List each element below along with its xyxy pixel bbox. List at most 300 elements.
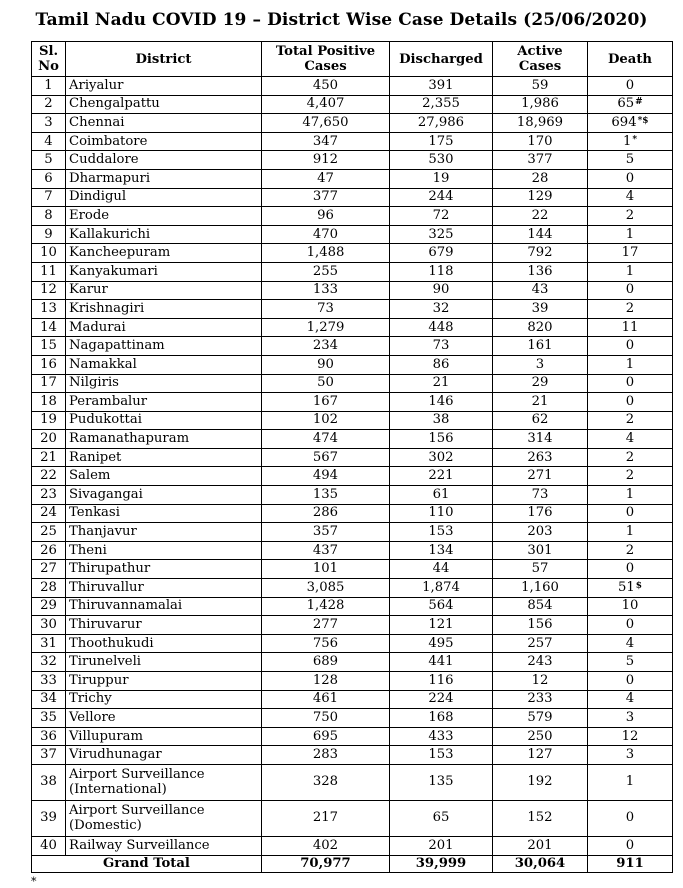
death-value: 1 bbox=[625, 263, 635, 279]
total-positive-cell: 283 bbox=[262, 746, 390, 765]
total-positive-cell: 328 bbox=[262, 764, 390, 800]
death-value: 0 bbox=[625, 672, 635, 688]
district-cell: Thanjavur bbox=[66, 523, 262, 542]
grand-total-positive: 70,977 bbox=[262, 855, 390, 872]
death-cell bbox=[588, 281, 673, 300]
death-cell bbox=[588, 77, 673, 96]
table-row bbox=[32, 188, 673, 207]
district-cell: Sivagangai bbox=[66, 486, 262, 505]
death-cell bbox=[588, 300, 673, 319]
district-cell: Ranipet bbox=[66, 448, 262, 467]
active-cell: 59 bbox=[493, 77, 588, 96]
sl-cell: 8 bbox=[32, 207, 66, 226]
discharged-cell: 224 bbox=[390, 690, 493, 709]
total-positive-cell: 50 bbox=[262, 374, 390, 393]
sl-cell: 24 bbox=[32, 504, 66, 523]
death-value: 4 bbox=[625, 691, 635, 707]
death-value: 65 bbox=[617, 96, 635, 112]
discharged-cell: 32 bbox=[390, 300, 493, 319]
discharged-cell: 27,986 bbox=[390, 114, 493, 133]
table-row bbox=[32, 727, 673, 746]
discharged-cell: 116 bbox=[390, 672, 493, 691]
total-positive-cell: 494 bbox=[262, 467, 390, 486]
total-positive-cell: 4,407 bbox=[262, 95, 390, 114]
district-cell: Tiruppur bbox=[66, 672, 262, 691]
discharged-cell: 118 bbox=[390, 262, 493, 281]
table-row bbox=[32, 281, 673, 300]
active-cell: 314 bbox=[493, 430, 588, 449]
death-value: 17 bbox=[621, 245, 639, 261]
death-cell bbox=[588, 132, 673, 151]
header-sl-no: Sl. No bbox=[32, 42, 66, 77]
total-positive-cell: 234 bbox=[262, 337, 390, 356]
discharged-cell: 134 bbox=[390, 541, 493, 560]
sl-cell: 7 bbox=[32, 188, 66, 207]
death-value: 2 bbox=[625, 207, 635, 223]
active-cell: 127 bbox=[493, 746, 588, 765]
sl-cell: 37 bbox=[32, 746, 66, 765]
active-cell: 22 bbox=[493, 207, 588, 226]
total-positive-cell: 1,279 bbox=[262, 318, 390, 337]
table-row bbox=[32, 169, 673, 188]
table-row bbox=[32, 207, 673, 226]
death-value: 10 bbox=[621, 598, 639, 614]
sl-cell: 25 bbox=[32, 523, 66, 542]
discharged-cell: 44 bbox=[390, 560, 493, 579]
header-active: Active Cases bbox=[493, 42, 588, 77]
district-cell: Nilgiris bbox=[66, 374, 262, 393]
active-cell: 18,969 bbox=[493, 114, 588, 133]
total-positive-cell: 90 bbox=[262, 355, 390, 374]
grand-total-label: Grand Total bbox=[32, 855, 262, 872]
death-cell bbox=[588, 337, 673, 356]
death-cell bbox=[588, 486, 673, 505]
total-positive-cell: 695 bbox=[262, 727, 390, 746]
death-cell bbox=[588, 151, 673, 170]
district-cell: Karur bbox=[66, 281, 262, 300]
active-cell: 29 bbox=[493, 374, 588, 393]
active-cell: 243 bbox=[493, 653, 588, 672]
table-row bbox=[32, 653, 673, 672]
table-row bbox=[32, 616, 673, 635]
death-cell bbox=[588, 541, 673, 560]
death-cell bbox=[588, 262, 673, 281]
active-cell: 201 bbox=[493, 836, 588, 855]
total-positive-cell: 277 bbox=[262, 616, 390, 635]
table-row bbox=[32, 337, 673, 356]
table-row bbox=[32, 709, 673, 728]
death-cell bbox=[588, 800, 673, 836]
discharged-cell: 302 bbox=[390, 448, 493, 467]
total-positive-cell: 286 bbox=[262, 504, 390, 523]
active-cell: 43 bbox=[493, 281, 588, 300]
active-cell: 257 bbox=[493, 634, 588, 653]
header-discharged: Discharged bbox=[390, 42, 493, 77]
discharged-cell: 21 bbox=[390, 374, 493, 393]
table-row bbox=[32, 504, 673, 523]
discharged-cell: 2,355 bbox=[390, 95, 493, 114]
discharged-cell: 448 bbox=[390, 318, 493, 337]
death-value: 12 bbox=[621, 728, 639, 744]
table-row bbox=[32, 393, 673, 412]
total-positive-cell: 217 bbox=[262, 800, 390, 836]
footnote-mark: $ bbox=[635, 580, 643, 591]
district-cell: Krishnagiri bbox=[66, 300, 262, 319]
footnote-marker: * bbox=[31, 875, 37, 888]
active-cell: 263 bbox=[493, 448, 588, 467]
total-positive-cell: 470 bbox=[262, 225, 390, 244]
death-value: 0 bbox=[625, 561, 635, 577]
total-positive-cell: 47,650 bbox=[262, 114, 390, 133]
death-cell bbox=[588, 634, 673, 653]
district-cell: Pudukottai bbox=[66, 411, 262, 430]
death-value: 1 bbox=[625, 486, 635, 502]
district-cell: Thiruvallur bbox=[66, 579, 262, 598]
active-cell: 792 bbox=[493, 244, 588, 263]
table-row bbox=[32, 467, 673, 486]
total-positive-cell: 377 bbox=[262, 188, 390, 207]
table-row bbox=[32, 430, 673, 449]
discharged-cell: 121 bbox=[390, 616, 493, 635]
district-cell: Perambalur bbox=[66, 393, 262, 412]
death-cell bbox=[588, 374, 673, 393]
total-positive-cell: 402 bbox=[262, 836, 390, 855]
sl-cell: 3 bbox=[32, 114, 66, 133]
sl-cell: 33 bbox=[32, 672, 66, 691]
sl-cell: 13 bbox=[32, 300, 66, 319]
district-case-table bbox=[31, 41, 673, 873]
active-cell: 28 bbox=[493, 169, 588, 188]
death-value: 0 bbox=[625, 505, 635, 521]
table-row bbox=[32, 225, 673, 244]
district-cell: Trichy bbox=[66, 690, 262, 709]
sl-cell: 34 bbox=[32, 690, 66, 709]
sl-cell: 14 bbox=[32, 318, 66, 337]
sl-cell: 11 bbox=[32, 262, 66, 281]
active-cell: 854 bbox=[493, 597, 588, 616]
sl-cell: 5 bbox=[32, 151, 66, 170]
death-value: 694 bbox=[611, 114, 637, 130]
death-value: 1 bbox=[625, 356, 635, 372]
district-cell: Erode bbox=[66, 207, 262, 226]
discharged-cell: 168 bbox=[390, 709, 493, 728]
grand-total-active: 30,064 bbox=[493, 855, 588, 872]
death-cell bbox=[588, 764, 673, 800]
death-cell bbox=[588, 393, 673, 412]
death-value: 0 bbox=[625, 375, 635, 391]
death-value: 2 bbox=[625, 412, 635, 428]
table-row bbox=[32, 690, 673, 709]
discharged-cell: 495 bbox=[390, 634, 493, 653]
total-positive-cell: 96 bbox=[262, 207, 390, 226]
header-row bbox=[32, 42, 673, 77]
header-death: Death bbox=[588, 42, 673, 77]
district-cell: Coimbatore bbox=[66, 132, 262, 151]
death-cell bbox=[588, 467, 673, 486]
total-positive-cell: 567 bbox=[262, 448, 390, 467]
discharged-cell: 564 bbox=[390, 597, 493, 616]
discharged-cell: 175 bbox=[390, 132, 493, 151]
total-positive-cell: 689 bbox=[262, 653, 390, 672]
total-positive-cell: 437 bbox=[262, 541, 390, 560]
sl-cell: 26 bbox=[32, 541, 66, 560]
sl-cell: 28 bbox=[32, 579, 66, 598]
total-positive-cell: 102 bbox=[262, 411, 390, 430]
district-cell: Airport Surveillance (International) bbox=[66, 764, 262, 800]
death-value: 2 bbox=[625, 468, 635, 484]
death-value: 4 bbox=[625, 431, 635, 447]
sl-cell: 35 bbox=[32, 709, 66, 728]
active-cell: 39 bbox=[493, 300, 588, 319]
death-cell bbox=[588, 727, 673, 746]
table-row bbox=[32, 114, 673, 133]
district-cell: Theni bbox=[66, 541, 262, 560]
discharged-cell: 156 bbox=[390, 430, 493, 449]
total-positive-cell: 1,488 bbox=[262, 244, 390, 263]
sl-cell: 19 bbox=[32, 411, 66, 430]
district-cell: Thirupathur bbox=[66, 560, 262, 579]
table-row bbox=[32, 95, 673, 114]
discharged-cell: 441 bbox=[390, 653, 493, 672]
death-cell bbox=[588, 411, 673, 430]
death-cell bbox=[588, 709, 673, 728]
discharged-cell: 153 bbox=[390, 523, 493, 542]
death-cell bbox=[588, 523, 673, 542]
table-row bbox=[32, 411, 673, 430]
district-cell: Kancheepuram bbox=[66, 244, 262, 263]
discharged-cell: 391 bbox=[390, 77, 493, 96]
discharged-cell: 135 bbox=[390, 764, 493, 800]
grand-total-discharged: 39,999 bbox=[390, 855, 493, 872]
death-cell bbox=[588, 207, 673, 226]
table-row bbox=[32, 262, 673, 281]
death-value: 3 bbox=[625, 709, 635, 725]
table-row bbox=[32, 486, 673, 505]
table-body bbox=[32, 77, 673, 856]
sl-cell: 32 bbox=[32, 653, 66, 672]
district-cell: Thiruvannamalai bbox=[66, 597, 262, 616]
table-row bbox=[32, 541, 673, 560]
district-cell: Railway Surveillance bbox=[66, 836, 262, 855]
discharged-cell: 72 bbox=[390, 207, 493, 226]
district-cell: Madurai bbox=[66, 318, 262, 337]
active-cell: 250 bbox=[493, 727, 588, 746]
district-cell: Nagapattinam bbox=[66, 337, 262, 356]
discharged-cell: 73 bbox=[390, 337, 493, 356]
footnote-mark: *$ bbox=[637, 115, 649, 126]
district-cell: Ramanathapuram bbox=[66, 430, 262, 449]
discharged-cell: 1,874 bbox=[390, 579, 493, 598]
death-cell bbox=[588, 355, 673, 374]
sl-cell: 18 bbox=[32, 393, 66, 412]
total-positive-cell: 133 bbox=[262, 281, 390, 300]
district-cell: Tenkasi bbox=[66, 504, 262, 523]
discharged-cell: 146 bbox=[390, 393, 493, 412]
active-cell: 192 bbox=[493, 764, 588, 800]
death-value: 1 bbox=[625, 524, 635, 540]
death-value: 3 bbox=[625, 747, 635, 763]
discharged-cell: 38 bbox=[390, 411, 493, 430]
header-district: District bbox=[66, 42, 262, 77]
table-row bbox=[32, 523, 673, 542]
sl-cell: 29 bbox=[32, 597, 66, 616]
death-cell bbox=[588, 836, 673, 855]
total-positive-cell: 167 bbox=[262, 393, 390, 412]
total-positive-cell: 450 bbox=[262, 77, 390, 96]
footnote-mark: * bbox=[632, 134, 638, 145]
district-cell: Thoothukudi bbox=[66, 634, 262, 653]
active-cell: 1,160 bbox=[493, 579, 588, 598]
death-value: 51 bbox=[617, 579, 635, 595]
table-row bbox=[32, 836, 673, 855]
district-cell: Vellore bbox=[66, 709, 262, 728]
total-positive-cell: 47 bbox=[262, 169, 390, 188]
death-cell bbox=[588, 188, 673, 207]
death-value: 4 bbox=[625, 189, 635, 205]
district-cell: Namakkal bbox=[66, 355, 262, 374]
active-cell: 170 bbox=[493, 132, 588, 151]
district-cell: Kanyakumari bbox=[66, 262, 262, 281]
death-value: 0 bbox=[625, 617, 635, 633]
discharged-cell: 530 bbox=[390, 151, 493, 170]
table-row bbox=[32, 132, 673, 151]
sl-cell: 20 bbox=[32, 430, 66, 449]
district-cell: Villupuram bbox=[66, 727, 262, 746]
active-cell: 271 bbox=[493, 467, 588, 486]
death-cell bbox=[588, 114, 673, 133]
death-value: 1 bbox=[625, 226, 635, 242]
sl-cell: 12 bbox=[32, 281, 66, 300]
active-cell: 3 bbox=[493, 355, 588, 374]
table-row bbox=[32, 800, 673, 836]
sl-cell: 22 bbox=[32, 467, 66, 486]
death-cell bbox=[588, 318, 673, 337]
death-value: 1 bbox=[625, 774, 635, 790]
death-cell bbox=[588, 95, 673, 114]
table-row bbox=[32, 764, 673, 800]
table-row bbox=[32, 300, 673, 319]
table-row bbox=[32, 672, 673, 691]
active-cell: 301 bbox=[493, 541, 588, 560]
death-value: 5 bbox=[625, 152, 635, 168]
discharged-cell: 433 bbox=[390, 727, 493, 746]
total-positive-cell: 73 bbox=[262, 300, 390, 319]
sl-cell: 1 bbox=[32, 77, 66, 96]
grand-total-row bbox=[32, 855, 673, 872]
active-cell: 176 bbox=[493, 504, 588, 523]
sl-cell: 6 bbox=[32, 169, 66, 188]
district-cell: Chengalpattu bbox=[66, 95, 262, 114]
death-value: 0 bbox=[625, 393, 635, 409]
table-row bbox=[32, 634, 673, 653]
sl-cell: 40 bbox=[32, 836, 66, 855]
table-row bbox=[32, 151, 673, 170]
death-cell bbox=[588, 746, 673, 765]
death-cell bbox=[588, 244, 673, 263]
death-value: 0 bbox=[625, 810, 635, 826]
discharged-cell: 110 bbox=[390, 504, 493, 523]
death-value: 1 bbox=[622, 133, 632, 149]
total-positive-cell: 912 bbox=[262, 151, 390, 170]
table-row bbox=[32, 448, 673, 467]
total-positive-cell: 756 bbox=[262, 634, 390, 653]
active-cell: 377 bbox=[493, 151, 588, 170]
death-cell bbox=[588, 560, 673, 579]
death-cell bbox=[588, 448, 673, 467]
discharged-cell: 86 bbox=[390, 355, 493, 374]
sl-cell: 21 bbox=[32, 448, 66, 467]
death-value: 11 bbox=[621, 319, 639, 335]
active-cell: 820 bbox=[493, 318, 588, 337]
sl-cell: 30 bbox=[32, 616, 66, 635]
total-positive-cell: 750 bbox=[262, 709, 390, 728]
death-cell bbox=[588, 653, 673, 672]
death-cell bbox=[588, 672, 673, 691]
discharged-cell: 153 bbox=[390, 746, 493, 765]
total-positive-cell: 135 bbox=[262, 486, 390, 505]
sl-cell: 4 bbox=[32, 132, 66, 151]
sl-cell: 36 bbox=[32, 727, 66, 746]
page-title: Tamil Nadu COVID 19 – District Wise Case Details (25/06/2020) bbox=[35, 10, 648, 30]
death-value: 0 bbox=[625, 170, 635, 186]
death-cell bbox=[588, 616, 673, 635]
death-value: 0 bbox=[625, 837, 635, 853]
active-cell: 203 bbox=[493, 523, 588, 542]
sl-cell: 39 bbox=[32, 800, 66, 836]
death-cell bbox=[588, 690, 673, 709]
district-cell: Tirunelveli bbox=[66, 653, 262, 672]
discharged-cell: 61 bbox=[390, 486, 493, 505]
discharged-cell: 244 bbox=[390, 188, 493, 207]
district-cell: Virudhunagar bbox=[66, 746, 262, 765]
death-value: 2 bbox=[625, 542, 635, 558]
header-total-positive: Total Positive Cases bbox=[262, 42, 390, 77]
active-cell: 161 bbox=[493, 337, 588, 356]
active-cell: 73 bbox=[493, 486, 588, 505]
table-row bbox=[32, 579, 673, 598]
district-cell: Thiruvarur bbox=[66, 616, 262, 635]
active-cell: 129 bbox=[493, 188, 588, 207]
total-positive-cell: 3,085 bbox=[262, 579, 390, 598]
discharged-cell: 325 bbox=[390, 225, 493, 244]
district-cell: Airport Surveillance (Domestic) bbox=[66, 800, 262, 836]
active-cell: 62 bbox=[493, 411, 588, 430]
total-positive-cell: 128 bbox=[262, 672, 390, 691]
table-row bbox=[32, 597, 673, 616]
total-positive-cell: 1,428 bbox=[262, 597, 390, 616]
death-value: 0 bbox=[625, 338, 635, 354]
footnote-mark: # bbox=[635, 97, 643, 108]
active-cell: 57 bbox=[493, 560, 588, 579]
death-cell bbox=[588, 579, 673, 598]
table-row bbox=[32, 77, 673, 96]
active-cell: 21 bbox=[493, 393, 588, 412]
death-cell bbox=[588, 225, 673, 244]
sl-cell: 9 bbox=[32, 225, 66, 244]
active-cell: 579 bbox=[493, 709, 588, 728]
active-cell: 152 bbox=[493, 800, 588, 836]
active-cell: 1,986 bbox=[493, 95, 588, 114]
death-value: 5 bbox=[625, 654, 635, 670]
death-value: 2 bbox=[625, 449, 635, 465]
sl-cell: 10 bbox=[32, 244, 66, 263]
discharged-cell: 90 bbox=[390, 281, 493, 300]
sl-cell: 17 bbox=[32, 374, 66, 393]
death-cell bbox=[588, 169, 673, 188]
discharged-cell: 221 bbox=[390, 467, 493, 486]
table-row bbox=[32, 560, 673, 579]
sl-cell: 15 bbox=[32, 337, 66, 356]
